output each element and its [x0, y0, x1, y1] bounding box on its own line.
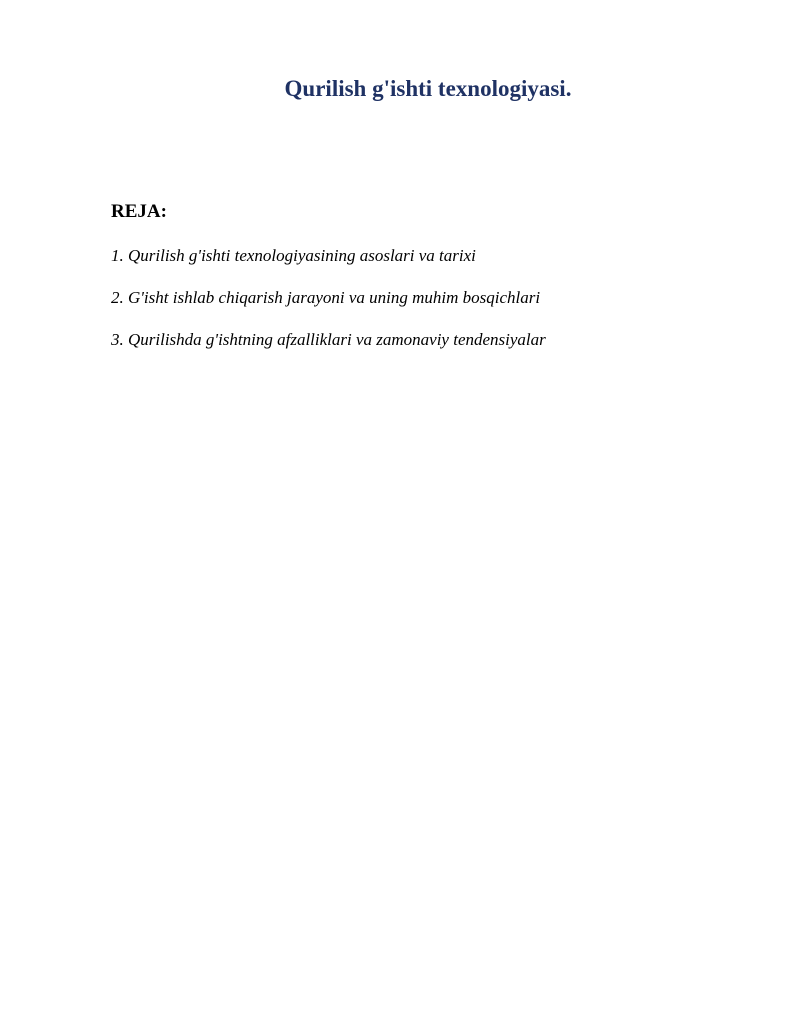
plan-item-2: 2. G'isht ishlab chiqarish jarayoni va uning muhim bosqichlari: [111, 288, 541, 307]
plan-list: [111, 244, 546, 370]
document-title: Qurilish g'ishti texnologiyasi.: [284, 76, 572, 101]
plan-item-1: 1. Qurilish g'ishti texnologiyasining asoslari va tarixi: [111, 246, 476, 265]
plan-heading: REJA:: [111, 201, 167, 222]
plan-item-3: 3. Qurilishda g'ishtning afzalliklari va zamonaviy tendensiyalar: [111, 330, 546, 349]
